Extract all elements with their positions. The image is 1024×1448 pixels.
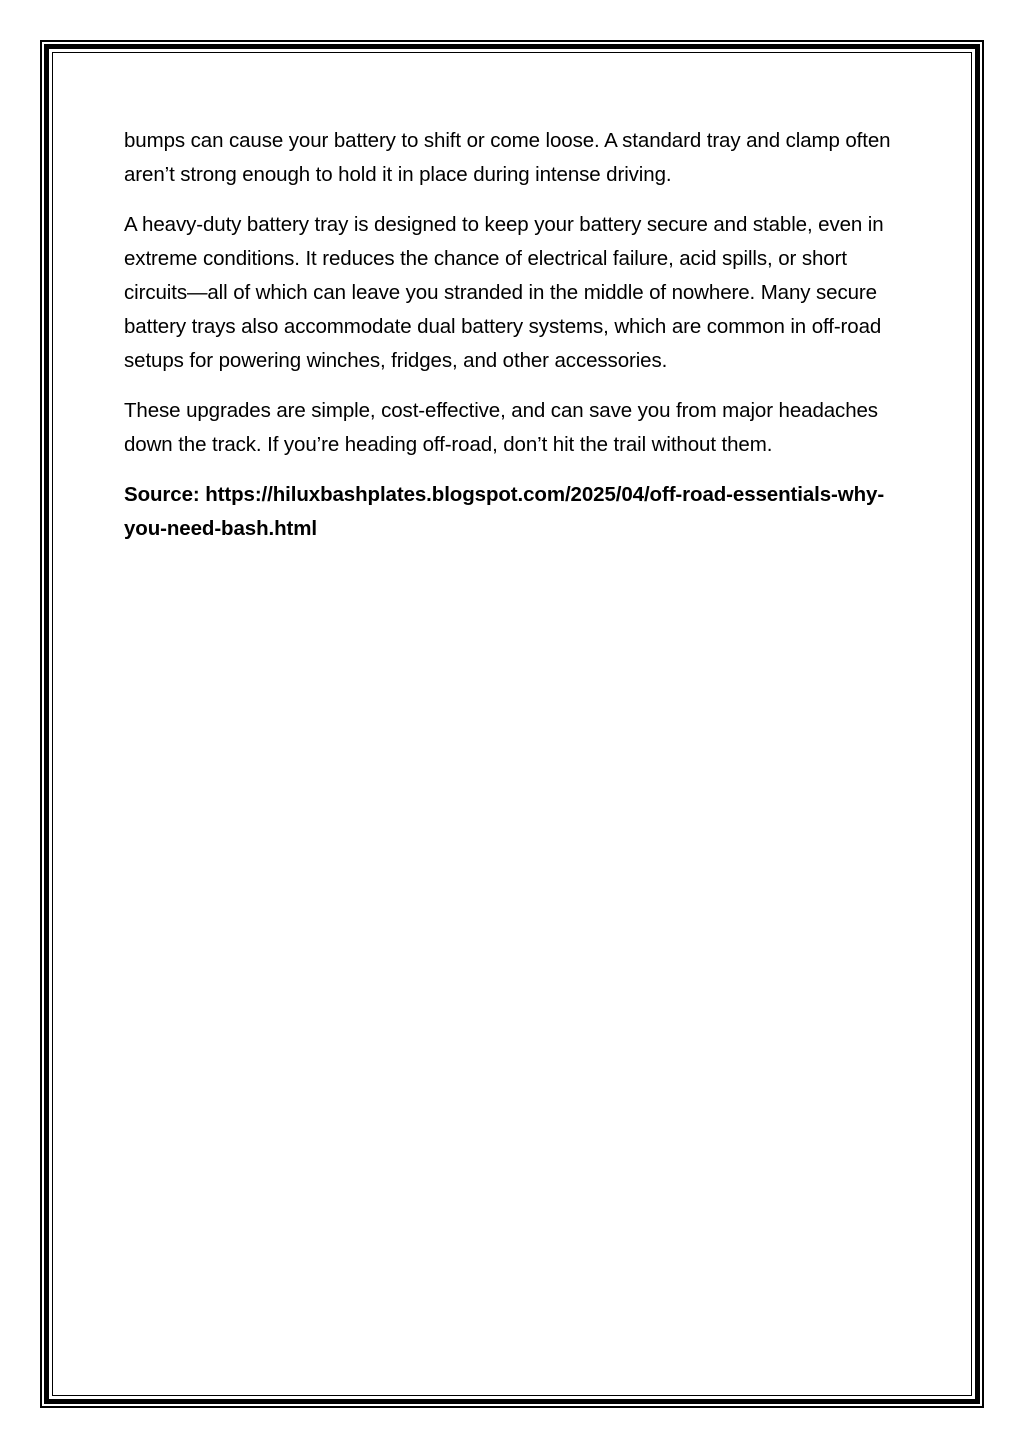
source-url: https://hiluxbashplates.blogspot.com/2025/04/off-road-essentials-why-you-need-bash.html	[124, 483, 885, 540]
body-paragraph-2: A heavy-duty battery tray is designed to keep your battery secure and stable, even in extreme conditions. It reduces the chance of electrical failure, acid spills, or short circuits—all of which can leave you stranded in the middle of nowhere. Many secure battery trays also accommodate dual battery systems, which are common in off-road setups for powering winches, fridges, and other accessories.	[124, 213, 884, 372]
source-line	[124, 478, 900, 546]
source-label: Source:	[124, 483, 200, 506]
body-paragraph-1: bumps can cause your battery to shift or come loose. A standard tray and clamp often aren’t strong enough to hold it in place during intense driving.	[124, 129, 891, 186]
body-paragraph-3: These upgrades are simple, cost-effective, and can save you from major headaches down the track. If you’re heading off-road, don’t hit the trail without them.	[124, 399, 878, 456]
page-content	[124, 124, 900, 546]
